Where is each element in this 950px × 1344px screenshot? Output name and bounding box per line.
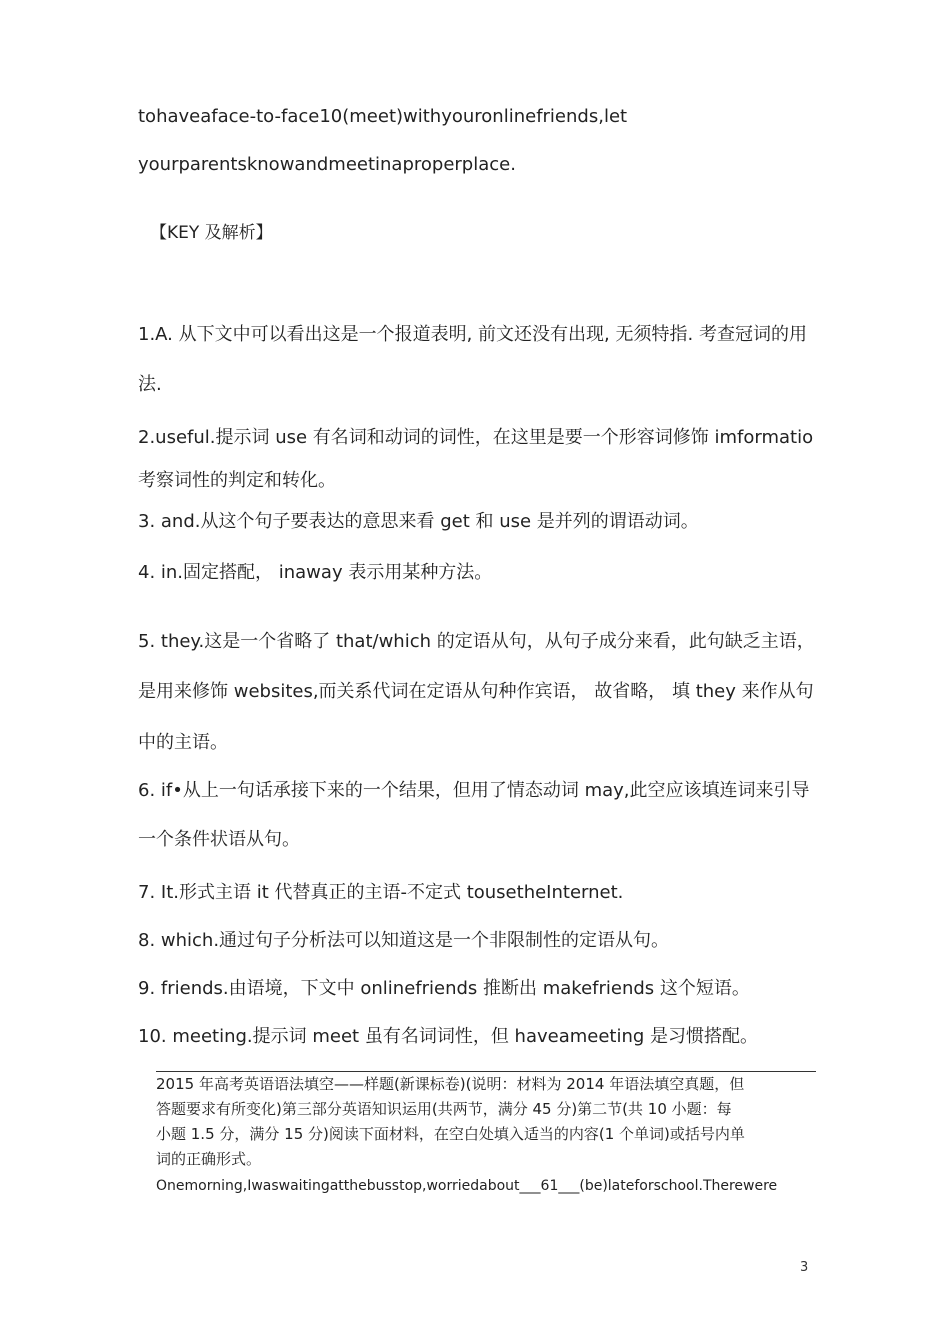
answer-line: 是用来修饰 websites,而关系代词在定语从句种作宾语， 故省略， 填 they 来作从句 [138, 681, 814, 702]
answer-line: 4. in.固定搭配， inaway 表示用某种方法。 [138, 562, 493, 583]
footnote-line: 2015 年高考英语语法填空——样题(新课标卷)(说明：材料为 2014 年语法填空真题，但 [156, 1075, 745, 1093]
footnote-divider [156, 1071, 816, 1072]
footnote-line: 答题要求有所变化)第三部分英语知识运用(共两节，满分 45 分)第二节(共 10 小题：每 [156, 1100, 732, 1118]
footnote-line: 小题 1.5 分，满分 15 分)阅读下面材料，在空白处填入适当的内容(1 个单词)或括号内单 [156, 1125, 745, 1143]
answer-line: 8. which.通过句子分析法可以知道这是一个非限制性的定语从句。 [138, 930, 670, 951]
answer-line: 9. friends.由语境，下文中 onlinefriends 推断出 makefriends 这个短语。 [138, 978, 750, 999]
answer-line: 6. if•从上一句话承接下来的一个结果，但用了情态动词 may,此空应该填连词来引导 [138, 780, 810, 801]
key-heading: 【KEY 及解析】 [150, 223, 273, 243]
intro-line-1: tohaveaface-to-face10(meet)withyouronlinefriends,let [138, 106, 628, 127]
answer-line: 5. they.这是一个省略了 that/which 的定语从句，从句子成分来看，此句缺乏主语， [138, 631, 815, 652]
footnote-line: 词的正确形式。 [156, 1150, 262, 1168]
answer-line: 1.A. 从下文中可以看出这是一个报道表明, 前文还没有出现, 无须特指. 考查冠词的用 [138, 324, 807, 345]
footnote-line: Onemorning,Iwaswaitingatthebusstop,worriedabout___61___(be)lateforschool.Therewere [156, 1178, 778, 1194]
page-number: 3 [800, 1260, 809, 1275]
answer-line: 一个条件状语从句。 [138, 829, 300, 850]
answer-line: 10. meeting.提示词 meet 虽有名词词性，但 haveameeting 是习惯搭配。 [138, 1026, 759, 1047]
answer-line: 中的主语。 [138, 732, 228, 753]
answer-line: 3. and.从这个句子要表达的意思来看 get 和 use 是并列的谓语动词。 [138, 511, 699, 532]
answer-line: 7. It.形式主语 it 代替真正的主语-不定式 tousetheInternet. [138, 882, 624, 903]
intro-line-2: yourparentsknowandmeetinaproperplace. [138, 154, 516, 175]
answer-line: 2.useful.提示词 use 有名词和动词的词性，在这里是要一个形容词修饰 imformatio [138, 427, 814, 448]
answer-line: 法. [138, 374, 162, 395]
answer-line: 考察词性的判定和转化。 [138, 470, 336, 491]
